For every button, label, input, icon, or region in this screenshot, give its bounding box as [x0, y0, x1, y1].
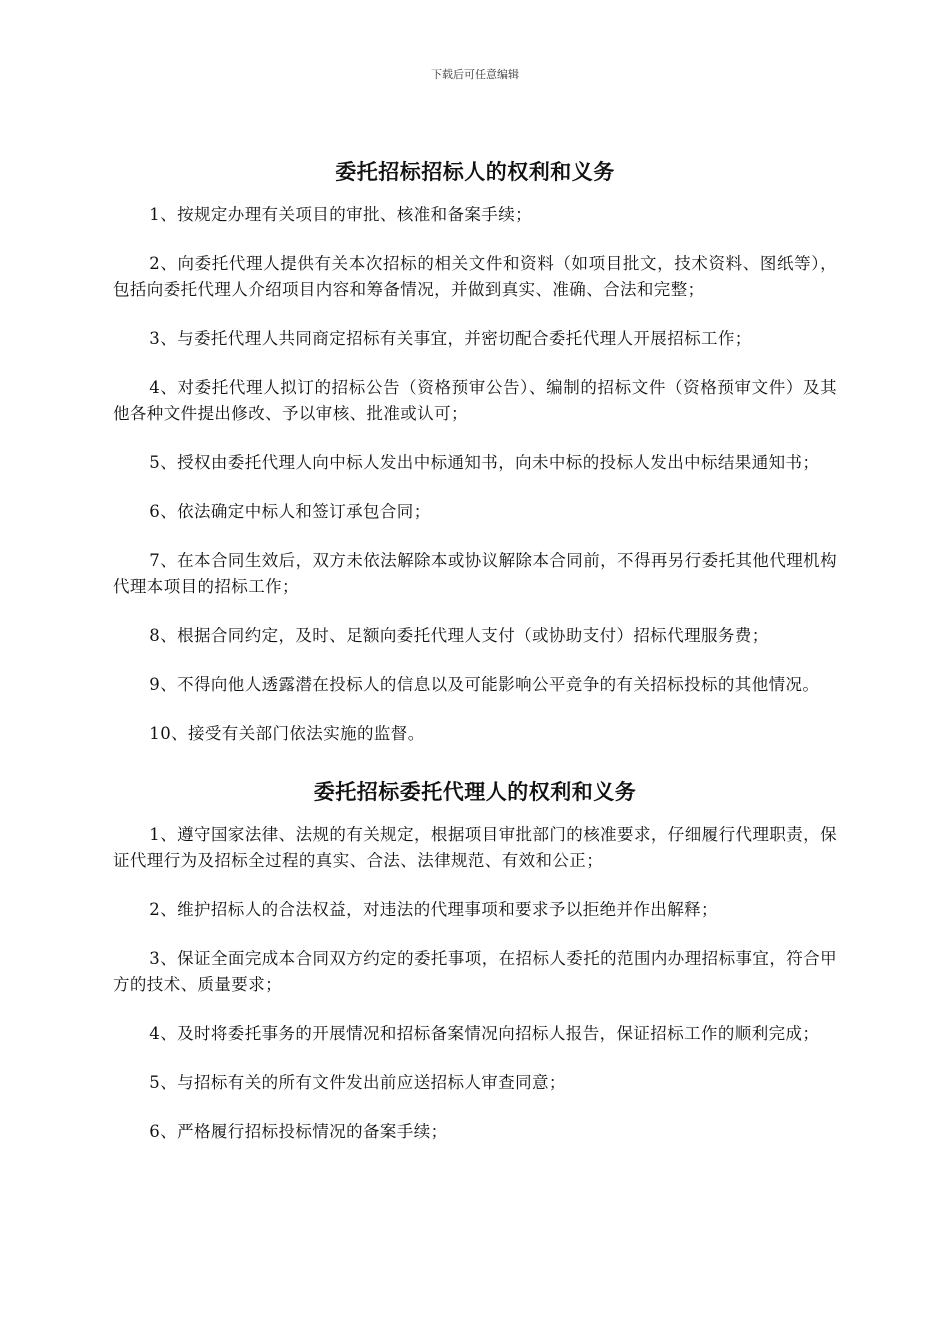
client-item-7: 7、在本合同生效后，双方未依法解除本或协议解除本合同前，不得再另行委托其他代理机构代理本项目的招标工作； [113, 551, 837, 596]
agent-item-2: 2、维护招标人的合法权益，对违法的代理事项和要求予以拒绝并作出解释； [149, 900, 718, 919]
section-agent-items [113, 822, 837, 1145]
agent-item-5: 5、与招标有关的所有文件发出前应送招标人审查同意； [149, 1073, 566, 1092]
client-item-6: 6、依法确定中标人和签订承包合同； [149, 502, 431, 521]
client-item-3: 3、与委托代理人共同商定招标有关事宜，并密切配合委托代理人开展招标工作； [149, 329, 752, 348]
client-item-4: 4、对委托代理人拟订的招标公告（资格预审公告）、编制的招标文件（资格预审文件）及其他各种文件提出修改、予以审核、批准或认可； [113, 378, 837, 423]
agent-item-3: 3、保证全面完成本合同双方约定的委托事项，在招标人委托的范围内办理招标事宜，符合甲方的技术、质量要求； [113, 949, 837, 994]
section-title-client: 委托招标招标人的权利和义务 [335, 160, 615, 184]
section-client-items [113, 202, 837, 747]
agent-item-6: 6、严格履行招标投标情况的备案手续； [149, 1122, 448, 1141]
header-note: 下载后可任意编辑 [431, 68, 519, 81]
agent-item-4: 4、及时将委托事务的开展情况和招标备案情况向招标人报告，保证招标工作的顺利完成； [149, 1024, 820, 1043]
client-item-8: 8、根据合同约定，及时、足额向委托代理人支付（或协助支付）招标代理服务费； [149, 626, 769, 645]
client-item-5: 5、授权由委托代理人向中标人发出中标通知书，向未中标的投标人发出中标结果通知书； [149, 453, 820, 472]
client-item-1: 1、按规定办理有关项目的审批、核准和备案手续； [149, 205, 532, 224]
client-item-9: 9、不得向他人透露潜在投标人的信息以及可能影响公平竞争的有关招标投标的其他情况。 [149, 675, 820, 694]
document-body [113, 150, 837, 1168]
client-item-10: 10、接受有关部门依法实施的监督。 [149, 724, 425, 743]
section-title-agent: 委托招标委托代理人的权利和义务 [313, 780, 637, 804]
agent-item-1: 1、遵守国家法律、法规的有关规定，根据项目审批部门的核准要求，仔细履行代理职责，保证代理行为及招标全过程的真实、合法、法律规范、有效和公正； [113, 825, 837, 870]
client-item-2: 2、向委托代理人提供有关本次招标的相关文件和资料（如项目批文，技术资料、图纸等），包括向委托代理人介绍项目内容和筹备情况，并做到真实、准确、合法和完整； [113, 254, 837, 299]
